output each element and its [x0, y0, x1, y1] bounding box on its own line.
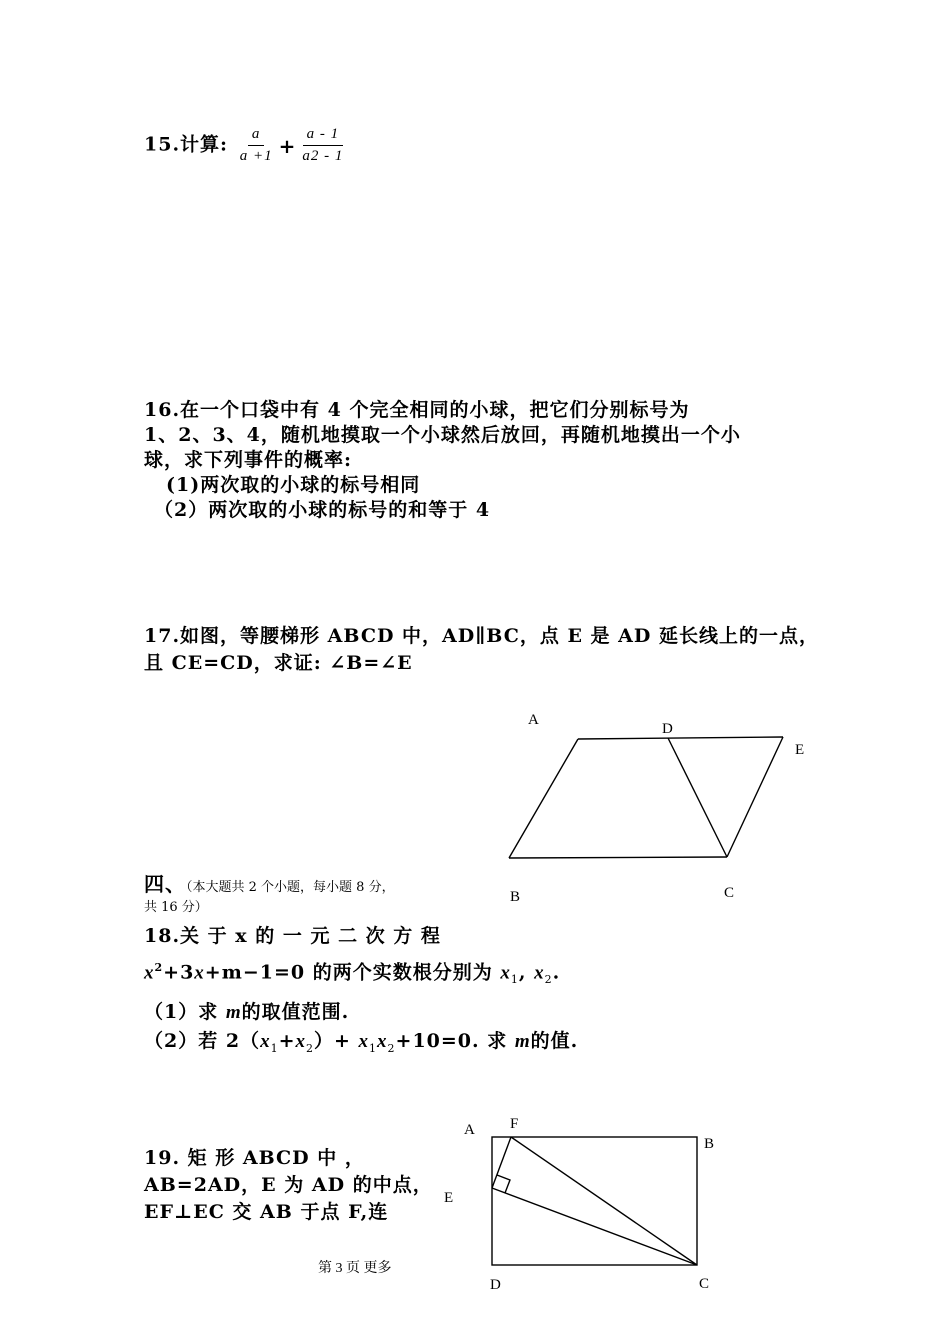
- q19-line-3: EF⊥EC 交 AB 于点 F,连: [144, 1201, 389, 1223]
- q18-root-2-sub: 2: [544, 973, 553, 987]
- q17-label-b: B: [510, 889, 521, 905]
- q18-p2-s1: 1: [270, 1041, 279, 1055]
- question-15: [144, 126, 347, 165]
- q19-label-f: F: [510, 1116, 519, 1132]
- q17-trapezoid-figure: [490, 700, 830, 920]
- q17-label-a: A: [528, 712, 539, 728]
- q19-line-1: 19. 矩 形 ABCD 中 ，: [144, 1147, 365, 1169]
- q18-p2-s2: 2: [305, 1041, 314, 1055]
- q19-label-d: D: [490, 1277, 501, 1293]
- question-19: [144, 1145, 433, 1226]
- q16-sub-question-2: （2）两次取的小球的标号的和等于 4: [154, 499, 491, 521]
- q18-p2-s4: 2: [387, 1041, 396, 1055]
- q17-line-ab: [509, 739, 578, 858]
- q17-line-dc: [668, 738, 727, 857]
- q18-part1-post: 的取值范围.: [241, 1001, 350, 1024]
- q18-p2-m: m: [514, 1031, 531, 1053]
- q19-label-b: B: [704, 1136, 715, 1152]
- question-18: [144, 922, 578, 1063]
- q18-part2-pre: （2）若 2（: [144, 1030, 261, 1053]
- q16-sub-question-1: (1)两次取的小球的标号相同: [166, 474, 421, 496]
- q15-frac1-numerator: a: [248, 126, 265, 146]
- q15-prefix: 15.计算:: [144, 133, 229, 156]
- q18-var-x-2: x: [194, 962, 205, 984]
- page-footer: 第 3 页 更多: [318, 1261, 392, 1276]
- q18-p2-tail: +10=0. 求: [395, 1030, 515, 1053]
- q19-rectangle-figure: [430, 1110, 730, 1300]
- q15-frac2-denominator: a2 - 1: [302, 148, 344, 164]
- q18-root-1: x: [500, 962, 511, 984]
- q15-fraction-1: [236, 126, 277, 165]
- q18-exponent: 2: [154, 961, 164, 974]
- q18-p2-s3: 1: [369, 1041, 378, 1055]
- q18-equation-line: [144, 954, 578, 994]
- q16-line-1: 16.在一个口袋中有 4 个完全相同的小球，把它们分别标号为: [144, 399, 690, 421]
- q19-line-fe: [492, 1137, 511, 1188]
- q18-p2-end: 的值.: [530, 1030, 579, 1053]
- q19-label-e: E: [444, 1190, 454, 1206]
- section-4-note-line-2: 共 16 分）: [144, 900, 208, 915]
- q15-frac1-denominator: a +1: [239, 148, 273, 164]
- q18-var-x: x: [144, 962, 155, 984]
- q15-frac2-numerator: a - 1: [303, 126, 344, 146]
- q17-line-bc: [509, 857, 727, 858]
- q17-line-2: 且 CE=CD，求证: ∠B=∠E: [144, 652, 413, 674]
- q19-label-c: C: [699, 1276, 710, 1292]
- q18-part-1: [144, 998, 578, 1027]
- q15-plus-sign: +: [278, 133, 297, 158]
- section-4-note-line-1: （本大题共 2 个小题，每小题 8 分，: [186, 880, 395, 895]
- q19-line-ec: [492, 1188, 697, 1265]
- section-4-title: 四、: [144, 872, 186, 896]
- q19-rectangle-abcd: [492, 1137, 697, 1265]
- q18-period: .: [552, 961, 561, 984]
- q18-root-2: x: [534, 962, 545, 984]
- q17-label-d: D: [662, 721, 673, 737]
- question-17: [144, 623, 819, 677]
- q18-comma: ,: [518, 961, 527, 984]
- question-16: [144, 398, 741, 523]
- q17-label-e: E: [795, 742, 805, 758]
- q17-label-c: C: [724, 885, 735, 901]
- q17-line-ae: [578, 737, 783, 739]
- q18-p2-plus: +: [278, 1030, 296, 1053]
- q18-p2-x4: x: [377, 1031, 388, 1053]
- q18-p2-x2: x: [295, 1031, 306, 1053]
- q18-p2-mid: ）+: [313, 1030, 359, 1053]
- q18-eq-rest: +m−1=0 的两个实数根分别为: [204, 961, 501, 984]
- q19-line-2: AB=2AD，E 为 AD 的中点，: [144, 1174, 433, 1196]
- q17-line-1: 17.如图，等腰梯形 ABCD 中，AD∥BC，点 E 是 AD 延长线上的一点，: [144, 625, 820, 647]
- q18-part1-m: m: [225, 1002, 242, 1024]
- q19-label-a: A: [464, 1122, 475, 1138]
- q18-root-1-sub: 1: [510, 973, 519, 987]
- q18-eq-coef: +3: [163, 961, 195, 984]
- q17-line-ec: [727, 737, 783, 857]
- q18-p2-x1: x: [260, 1031, 271, 1053]
- q18-line-1: 18.关 于 x 的 一 元 二 次 方 程: [144, 925, 441, 947]
- q18-part-2: [144, 1027, 578, 1063]
- q18-p2-x3: x: [358, 1031, 370, 1053]
- q18-part1-pre: （1）求: [144, 1001, 226, 1024]
- q15-fraction-2: [298, 126, 347, 165]
- section-4-heading: [144, 874, 395, 918]
- q16-line-3: 球，求下列事件的概率:: [144, 449, 353, 471]
- q16-line-2: 1、2、3、4，随机地摸取一个小球然后放回，再随机地摸出一个小: [144, 424, 741, 446]
- q19-line-fc: [511, 1137, 697, 1265]
